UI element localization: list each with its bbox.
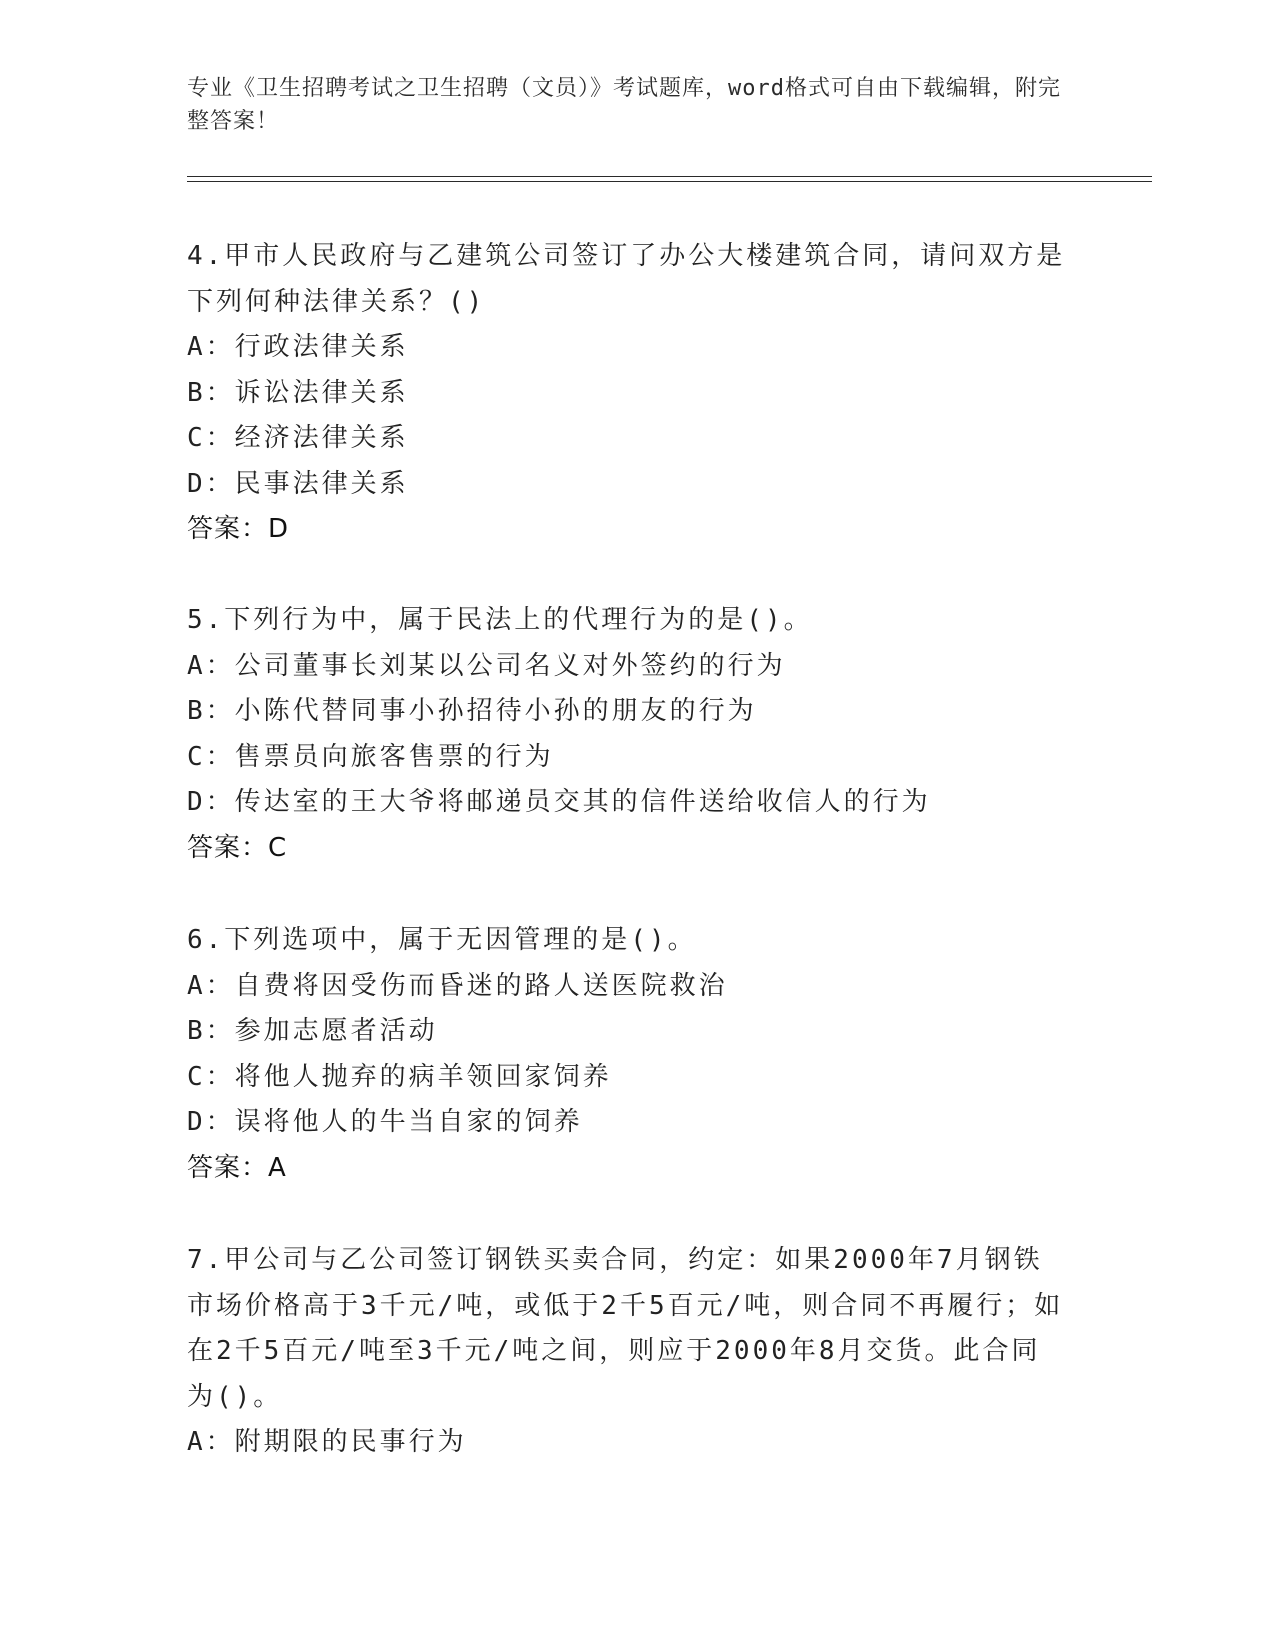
question-stem: 4.甲市人民政府与乙建筑公司签订了办公大楼建筑合同，请问双方是下列何种法律关系？() bbox=[187, 241, 1066, 317]
option-d: D：误将他人的牛当自家的饲养 bbox=[187, 1107, 583, 1137]
option-b: B：参加志愿者活动 bbox=[187, 1016, 438, 1046]
option-b: B：小陈代替同事小孙招待小孙的朋友的行为 bbox=[187, 696, 757, 726]
question-6 bbox=[187, 918, 1067, 1191]
option-a: A：行政法律关系 bbox=[187, 332, 409, 362]
question-stem: 5.下列行为中，属于民法上的代理行为的是()。 bbox=[187, 605, 813, 635]
option-d: D：民事法律关系 bbox=[187, 468, 409, 499]
question-4 bbox=[187, 234, 1067, 553]
header-rule-top bbox=[187, 176, 1152, 177]
option-a: A：自费将因受伤而昏迷的路人送医院救治 bbox=[187, 970, 728, 1001]
answer: 答案：C bbox=[187, 832, 288, 863]
answer: 答案：A bbox=[187, 1152, 287, 1183]
header-rule-bottom bbox=[187, 181, 1152, 182]
answer: 答案：D bbox=[187, 514, 290, 544]
document-header: 专业《卫生招聘考试之卫生招聘（文员）》考试题库，word格式可自由下载编辑，附完整答案！ bbox=[187, 76, 1061, 134]
option-c: C：将他人抛弃的病羊领回家饲养 bbox=[187, 1061, 612, 1092]
option-d: D：传达室的王大爷将邮递员交其的信件送给收信人的行为 bbox=[187, 787, 931, 817]
option-b: B：诉讼法律关系 bbox=[187, 377, 409, 408]
option-c: C：经济法律关系 bbox=[187, 423, 409, 453]
option-a: A：附期限的民事行为 bbox=[187, 1427, 467, 1457]
question-stem: 7.甲公司与乙公司签订钢铁买卖合同，约定：如果2000年7月钢铁市场价格高于3千元/吨，或低于2千5百元/吨，则合同不再履行；如在2千5百元/吨至3千元/吨之间，则应于2000年8月交货。此合同为()。 bbox=[187, 1245, 1064, 1412]
option-c: C：售票员向旅客售票的行为 bbox=[187, 741, 554, 772]
question-stem: 6.下列选项中，属于无因管理的是()。 bbox=[187, 925, 697, 955]
question-5 bbox=[187, 598, 1067, 871]
option-a: A：公司董事长刘某以公司名义对外签约的行为 bbox=[187, 650, 786, 681]
question-7 bbox=[187, 1238, 1067, 1466]
